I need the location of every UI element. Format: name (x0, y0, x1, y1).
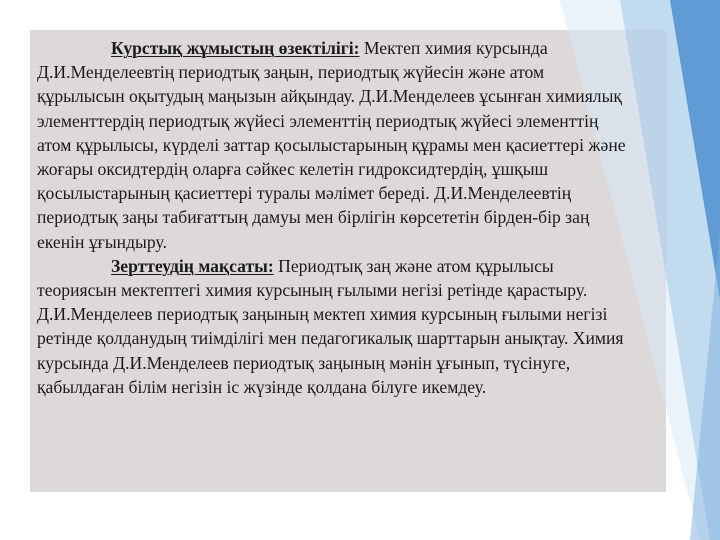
paragraph-goal (37, 254, 633, 399)
body-text (37, 36, 633, 399)
relevance-heading: Курстық жұмыстың өзектілігі: (111, 38, 360, 58)
relevance-text: Мектеп химия курсында Д.И.Менделеевтің периодтық заңын, периодтық жүйесін және атом құрылысын оқытудың маңызын айқындау. Д.И.Менделеев ұсынған химиялық элементтердің периодтық жүйесі элементтің периодтық жүйесі элементтің атом құрылысы, күрделі заттар қосылыстарының құрамы мен қасиеттері және жоғары оксидтердің оларға сәйкес келетін гидроксидтердің, ұшқыш қосылыстарының қасиеттері туралы мәлімет береді. Д.И.Менделеевтің периодтық заңы табиғаттың дамуы мен бірлігін көрсететін бірден-бір заң екенін ұғындыру. (37, 38, 626, 252)
goal-heading: Зерттеудің мақсаты: (111, 255, 274, 276)
goal-text: Периодтық заң және атом құрылысы теориясын мектептегі химия курсының ғылыми негізі ретінде қарастыру. Д.И.Менделеев периодтық заңының мектеп химия курсының ғылыми негізі ретінде қолданудың тиімділігі мен педагогикалық шарттарын анықтау. Химия курсында Д.И.Менделеев периодтық заңының мәнін ұғынып, түсінуге, қабылдаған білім негізін іс жүзінде қолдана білуге икемдеу. (37, 255, 624, 397)
paragraph-relevance (37, 36, 633, 254)
